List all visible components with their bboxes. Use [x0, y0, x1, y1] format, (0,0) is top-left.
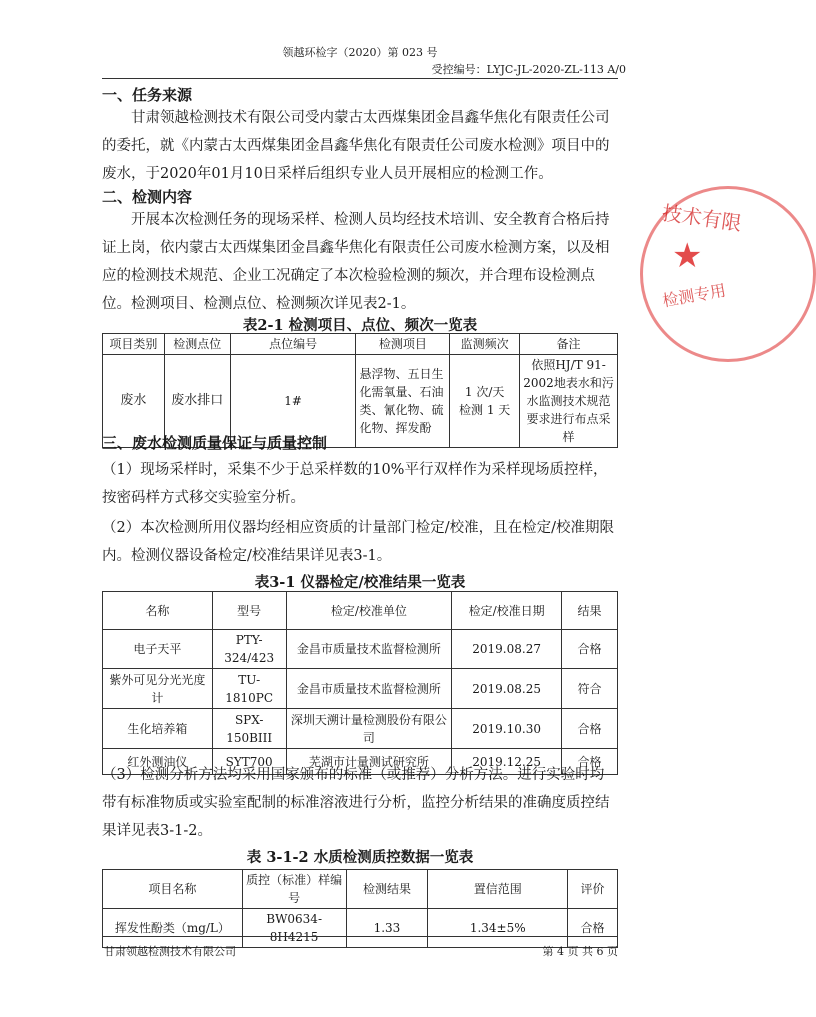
table-2-1-cell: 悬浮物、五日生化需氧量、石油类、氰化物、硫化物、挥发酚 — [356, 355, 450, 448]
seal-top-text: 技术有限 — [660, 200, 744, 236]
section-3-paragraph-1: （1）现场采样时，采集不少于总采样数的10%平行双样作为采样现场质控样，按密码样方式移交实验室分析。 — [102, 462, 608, 506]
table-2-1 — [102, 333, 618, 448]
section-2-title: 二、检测内容 — [102, 188, 193, 206]
section-1-title: 一、任务来源 — [102, 86, 193, 104]
table-3-1-cell: 生化培养箱 — [103, 709, 213, 749]
footer-page-number: 第 4 页 共 6 页 — [542, 945, 618, 958]
footer-divider — [102, 936, 618, 937]
table-3-1-cell: 2019.08.27 — [452, 630, 562, 669]
table-3-1-2-header: 评价 — [568, 870, 618, 909]
table-3-1-cell: 合格 — [562, 749, 618, 775]
table-3-1-cell: 芜湖市计量测试研究所 — [286, 749, 452, 775]
section-2-paragraph: 开展本次检测任务的现场采样、检测人员均经技术培训、安全教育合格后持证上岗，依内蒙古太西煤集团金昌鑫华焦化有限责任公司废水检测方案，以及相应的检测技术规范、企业工况确定了本次检验检测的频次，并合理布设检测点位。检测项目、检测点位、检测频次详见表2-1。 — [102, 212, 610, 312]
table-2-1-header: 监测频次 — [450, 334, 520, 355]
table-3-1-cell: 2019.10.30 — [452, 709, 562, 749]
section-3-paragraph-3: （3）检测分析方法均采用国家颁布的标准（或推荐）分析方法。进行实验时均带有标准物质或实验室配制的标准溶液进行分析，监控分析结果的准确度质控结果详见表3-1-2。 — [102, 767, 610, 839]
table-3-1-2-header: 检测结果 — [346, 870, 428, 909]
table-2-1-header: 检测点位 — [164, 334, 230, 355]
table-3-1-cell: 2019.08.25 — [452, 669, 562, 709]
doc-number: 领越环检字（2020）第 023 号 — [282, 46, 438, 59]
table-2-1-cell: 废水排口 — [164, 355, 230, 448]
table-3-1 — [102, 591, 618, 775]
table-3-1-2-header: 置信范围 — [428, 870, 568, 909]
table-3-1-cell: 符合 — [562, 669, 618, 709]
table-3-1-cell: 紫外可见分光光度计 — [103, 669, 213, 709]
table-2-1-header: 项目类别 — [103, 334, 165, 355]
table-3-1-cell: 合格 — [562, 709, 618, 749]
table-2-1-header: 备注 — [520, 334, 618, 355]
section-3-title: 三、废水检测质量保证与质量控制 — [102, 434, 328, 452]
table-3-1-2-cell: 1.34±5% — [428, 909, 568, 948]
table-3-1-header: 检定/校准单位 — [286, 592, 452, 630]
table-3-1-caption: 表3-1 仪器检定/校准结果一览表 — [254, 574, 466, 591]
table-3-1-cell: 深圳天溯计量检测股份有限公司 — [286, 709, 452, 749]
table-3-1-cell: TU-1810PC — [212, 669, 286, 709]
table-3-1-cell: 红外测油仪 — [103, 749, 213, 775]
table-3-1-cell: 金昌市质量技术监督检测所 — [286, 630, 452, 669]
seal-bottom-text: 检测专用 — [661, 280, 728, 311]
table-2-1-header: 检测项目 — [356, 334, 450, 355]
table-3-1-header: 名称 — [103, 592, 213, 630]
table-3-1-2-cell: BW0634-8H4215 — [242, 909, 346, 948]
table-2-1-cell: 1# — [230, 355, 356, 448]
table-3-1-header: 型号 — [212, 592, 286, 630]
header-divider — [102, 78, 618, 79]
section-3-paragraph-2: （2）本次检测所用仪器均经相应资质的计量部门检定/校准，且在检定/校准期限内。检测仪器设备检定/校准结果详见表3-1。 — [102, 520, 614, 564]
table-3-1-cell: SYT700 — [212, 749, 286, 775]
section-1-paragraph: 甘肃领越检测技术有限公司受内蒙古太西煤集团金昌鑫华焦化有限责任公司的委托，就《内蒙古太西煤集团金昌鑫华焦化有限责任公司废水检测》项目中的废水，于2020年01月10日采样后组织专业人员开展相应的检测工作。 — [102, 110, 610, 182]
table-2-1-cell: 1 次/天 检测 1 天 — [450, 355, 520, 448]
table-2-1-caption: 表2-1 检测项目、点位、频次一览表 — [242, 317, 478, 334]
footer-company: 甘肃领越检测技术有限公司 — [104, 945, 236, 958]
table-3-1-2-cell: 挥发性酚类（mg/L） — [103, 909, 243, 948]
table-3-1-cell: PTY-324/423 — [212, 630, 286, 669]
table-3-1-2-header: 项目名称 — [103, 870, 243, 909]
table-3-1-cell: SPX-150BIII — [212, 709, 286, 749]
table-3-1-cell: 金昌市质量技术监督检测所 — [286, 669, 452, 709]
table-3-1-header: 检定/校准日期 — [452, 592, 562, 630]
table-3-1-2-cell: 合格 — [568, 909, 618, 948]
table-2-1-cell: 废水 — [103, 355, 165, 448]
table-3-1-cell: 合格 — [562, 630, 618, 669]
table-2-1-header: 点位编号 — [230, 334, 356, 355]
control-number: 受控编号：LYJC-JL-2020-ZL-113 A/0 — [431, 63, 626, 76]
table-2-1-cell: 依照HJ/T 91-2002地表水和污水监测技术规范要求进行布点采样 — [520, 355, 618, 448]
table-3-1-2-cell: 1.33 — [346, 909, 428, 948]
table-3-1-cell: 2019.12.25 — [452, 749, 562, 775]
table-3-1-cell: 电子天平 — [103, 630, 213, 669]
table-3-1-header: 结果 — [562, 592, 618, 630]
table-3-1-2-caption: 表 3-1-2 水质检测质控数据一览表 — [246, 849, 474, 866]
table-3-1-2-header: 质控（标准）样编号 — [242, 870, 346, 909]
seal-star-icon: ★ — [672, 236, 703, 276]
